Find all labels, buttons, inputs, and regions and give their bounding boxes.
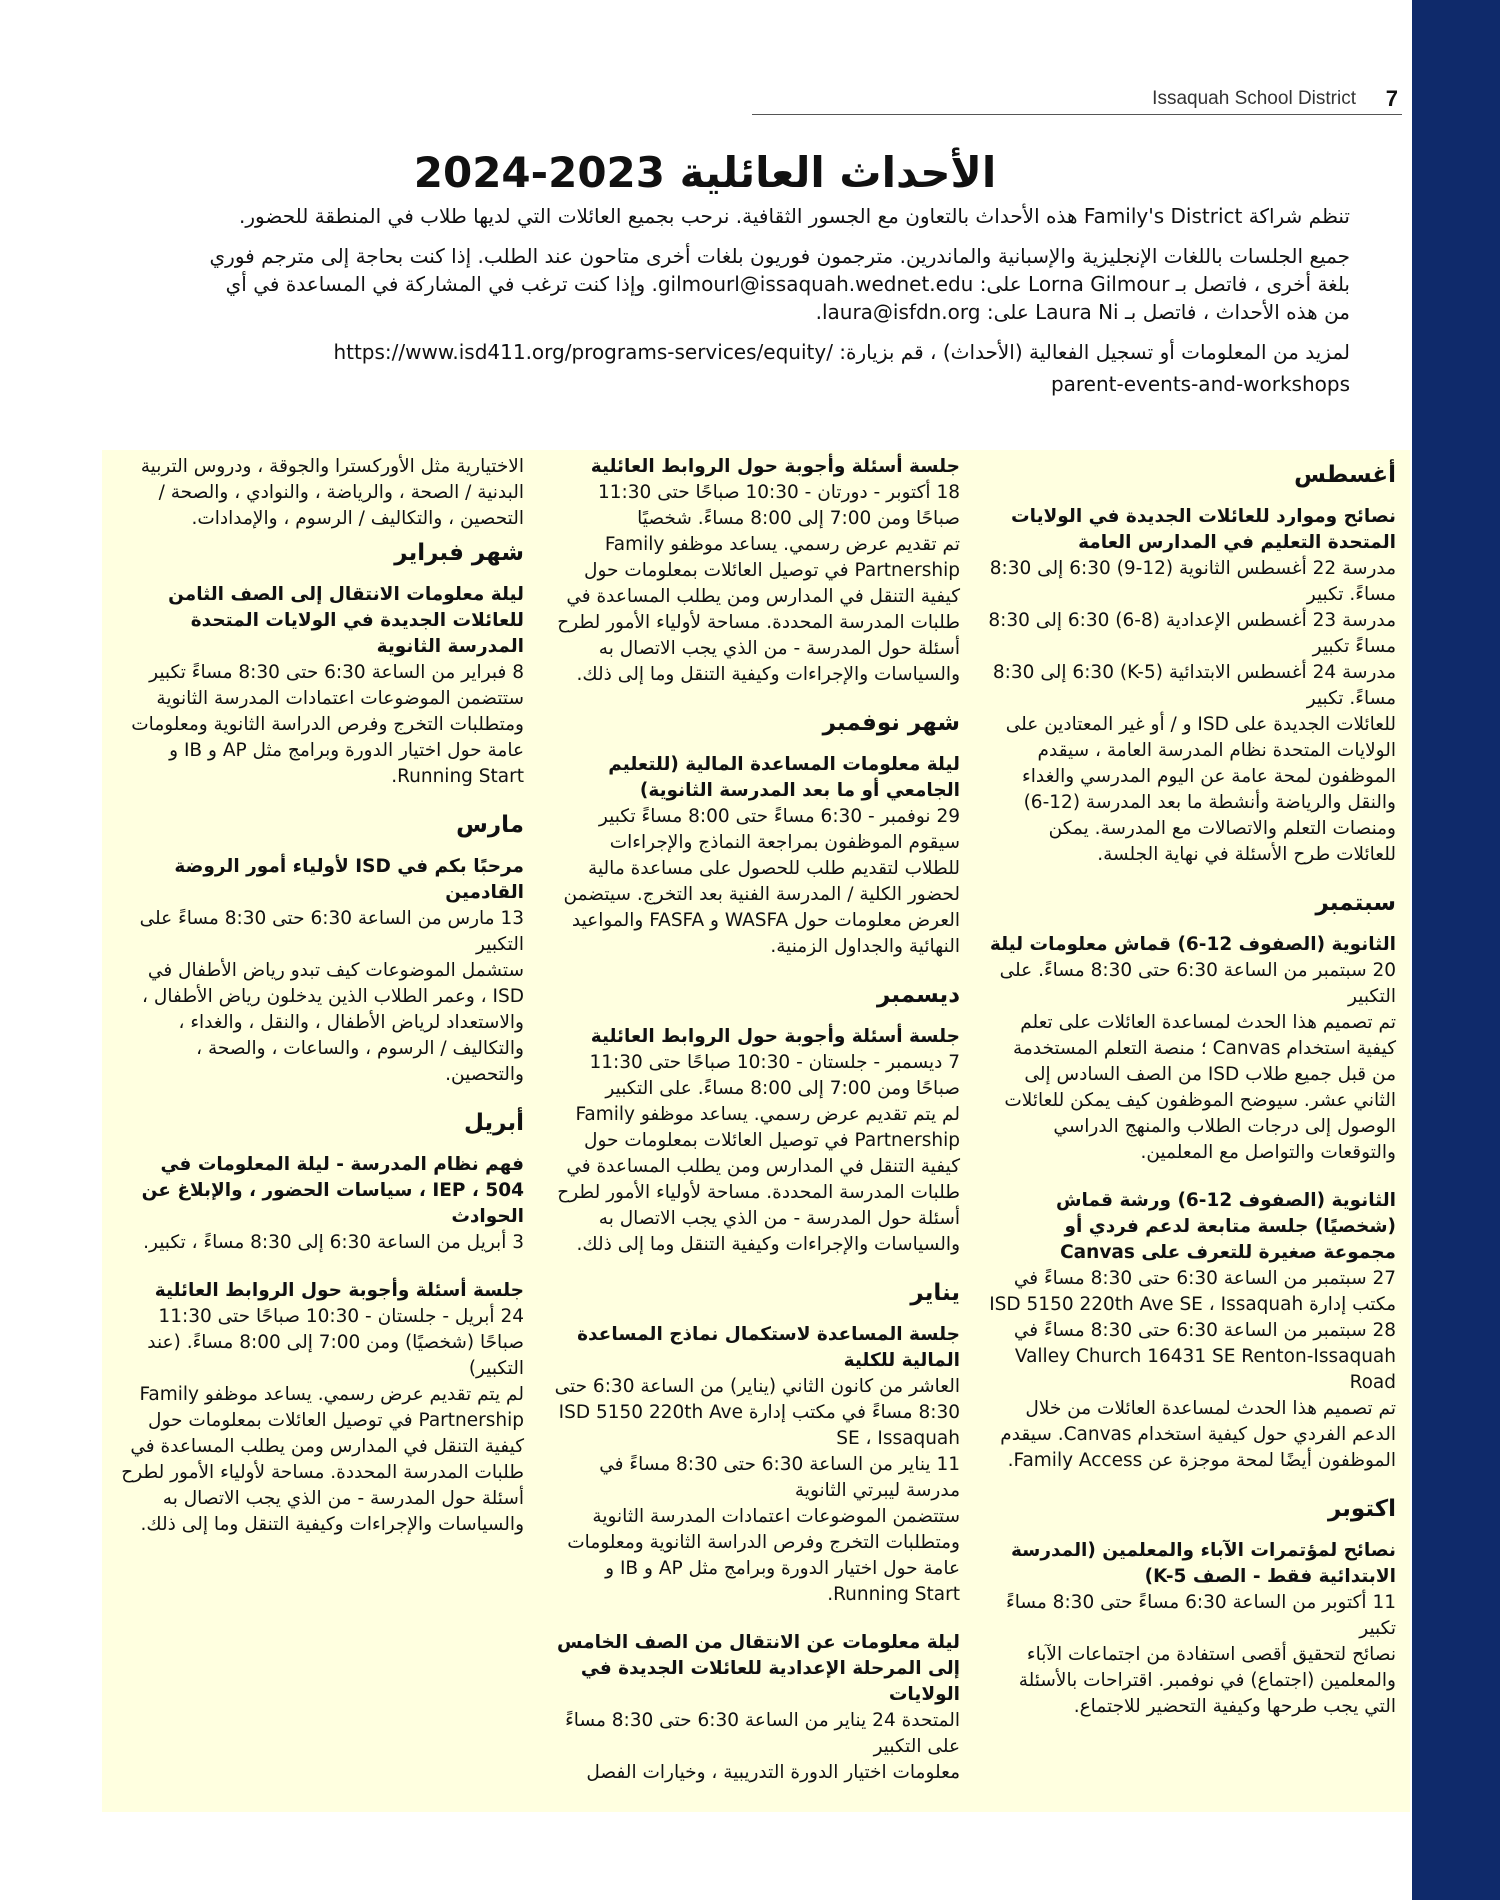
- event-title: جلسة أسئلة وأجوبة حول الروابط العائلية: [590, 456, 960, 477]
- month-heading-october: اكتوبر: [1327, 1496, 1396, 1522]
- event-title: جلسة أسئلة وأجوبة حول الروابط العائلية: [154, 1280, 524, 1301]
- month-heading-april: أبريل: [464, 1110, 524, 1136]
- event-body: 11 أكتوبر من الساعة 6:30 مساءً حتى 8:30 مساءً تكبير نصائح لتحقيق أقصى استفادة من اجتماعات الآباء والمعلمين (اجتماع) في نوفمبر. اقتراحات بالأسئلة التي يجب طرحها وكيفية التحضير للاجتماع.: [1006, 1592, 1396, 1717]
- event-body: 7 ديسمبر - جلستان - 10:30 صباحًا حتى 11:30 صباحًا ومن 7:00 إلى 8:00 مساءً. على التكبير لم يتم تقديم عرض رسمي. يساعد موظفو Family Partnership في توصيل العائلات بمعلومات حول كيفية التنقل في المدارس ومن يطلب المساعدة في طلبات المدرسة المحددة. مساحة لأولياء الأمور لطرح أسئلة حول المدرسة - من الذي يجب الاتصال به والسياسات والإجراءات وكيفية التنقل وما إلى ذلك.: [557, 1052, 960, 1255]
- side-accent-bar: [1412, 0, 1500, 1900]
- intro-section: [205, 202, 1350, 410]
- event-body: 3 أبريل من الساعة 6:30 إلى 8:30 مساءً ، تكبير.: [143, 1232, 524, 1253]
- event-item: [116, 854, 524, 1088]
- event-title: فهم نظام المدرسة - ليلة المعلومات في 504 ، IEP ، سياسات الحضور ، والإبلاغ عن الحوادث: [141, 1154, 524, 1227]
- intro-paragraph: لمزيد من المعلومات أو تسجيل الفعالية (الأحداث) ، قم بزيارة: /https://www.isd411.org/programs-services/equity: [333, 340, 1350, 364]
- month-heading-march: مارس: [456, 812, 524, 838]
- event-item: [988, 504, 1396, 868]
- intro-url-tail: parent-events-and-workshops: [1050, 372, 1350, 396]
- event-item: [988, 1538, 1396, 1720]
- event-continuation: الاختيارية مثل الأوركسترا والجوقة ، ودروس التربية البدنية / الصحة ، والرياضة ، والنوادي ، والصحة / التحصين ، والتكاليف / الرسوم ، والإمدادات.: [140, 456, 524, 529]
- event-item: [116, 582, 524, 790]
- event-item: [988, 1188, 1396, 1474]
- month-heading-august: أغسطس: [1294, 462, 1396, 488]
- page-title: الأحداث العائلية 2023-2024: [413, 148, 997, 197]
- intro-paragraph: جميع الجلسات باللغات الإنجليزية والإسبانية والماندرين. مترجمون فوريون بلغات أخرى متاحون عند الطلب. إذا كنت بحاجة إلى مترجم فوري بلغة أخرى ، فاتصل بـ Lorna Gilmour على: gilmourl@issaquah.wednet.edu. وإذا كنت ترغب في المشاركة في المساعدة في أي من هذه الأحداث ، فاتصل بـ Laura Ni على: laura@isfdn.org.: [209, 244, 1350, 324]
- event-body: 29 نوفمبر - 6:30 مساءً حتى 8:00 مساءً تكبير سيقوم الموظفون بمراجعة النماذج والإجراءات للطلاب لتقديم طلب للحصول على مساعدة مالية لحضور الكلية / المدرسة الفنية بعد التخرج. سيتضمن العرض معلومات حول WASFA و FASFA والمواعيد النهائية والجداول الزمنية.: [563, 806, 960, 957]
- month-heading-february: شهر فبراير: [394, 540, 524, 566]
- page-number: 7: [1385, 86, 1398, 111]
- event-item: [552, 1630, 960, 1786]
- event-body: 8 فبراير من الساعة 6:30 حتى 8:30 مساءً تكبير ستتضمن الموضوعات اعتمادات المدرسة الثانوية ومتطلبات التخرج وفرص الدراسة الثانوية ومعلومات عامة حول اختيار الدورة وبرامج مثل AP و IB و Running Start.: [131, 662, 524, 787]
- page-header: [752, 84, 1402, 115]
- event-body: 24 أبريل - جلستان - 10:30 صباحًا حتى 11:30 صباحًا (شخصيًا) ومن 7:00 إلى 8:00 مساءً. (عند التكبير) لم يتم تقديم عرض رسمي. يساعد موظفو Family Partnership في توصيل العائلات بمعلومات حول كيفية التنقل في المدارس ومن يطلب المساعدة في طلبات المدرسة المحددة. مساحة لأولياء الأمور لطرح أسئلة حول المدرسة - من الذي يجب الاتصال به والسياسات والإجراءات وكيفية التنقل وما إلى ذلك.: [121, 1306, 524, 1535]
- month-heading-january: يناير: [910, 1280, 960, 1306]
- month-heading-november: شهر نوفمبر: [822, 710, 960, 736]
- district-name: Issaquah School District: [1152, 88, 1356, 109]
- event-title: ليلة معلومات عن الانتقال من الصف الخامس إلى المرحلة الإعدادية للعائلات الجديدة في الولايات: [557, 1632, 960, 1705]
- intro-paragraph: تنظم شراكة Family's District هذه الأحداث بالتعاون مع الجسور الثقافية. نرحب بجميع العائلات التي لديها طلاب في المنطقة للحضور.: [239, 204, 1350, 228]
- event-item: [552, 454, 960, 688]
- event-body: 27 سبتمبر من الساعة 6:30 حتى 8:30 مساءً في مكتب إدارة ISD 5150 220th Ave SE ، Issaquah 28 سبتمبر من الساعة 6:30 حتى 8:30 مساءً في Valley Church 16431 SE Renton-Issaquah Road تم تصميم هذا الحدث لمساعدة العائلات من خلال الدعم الفردي حول كيفية استخدام Canvas. سيقدم الموظفون أيضًا لمحة موجزة عن Family Access.: [989, 1268, 1396, 1471]
- event-title: جلسة المساعدة لاستكمال نماذج المساعدة المالية للكلية: [577, 1324, 960, 1371]
- event-title: الثانوية (الصفوف 12-6) ورشة قماش (شخصيًا) جلسة متابعة لدعم فردي أو مجموعة صغيرة للتعرف على Canvas: [1056, 1190, 1396, 1263]
- events-column-left: [102, 450, 538, 1812]
- event-title: مرحبًا بكم في ISD لأولياء أمور الروضة القادمين: [174, 856, 524, 903]
- event-title: ليلة معلومات المساعدة المالية (للتعليم الجامعي أو ما بعد المدرسة الثانوية): [608, 754, 960, 801]
- month-heading-december: ديسمبر: [877, 982, 960, 1008]
- event-item: [552, 1322, 960, 1608]
- event-title: ليلة معلومات الانتقال إلى الصف الثامن للعائلات الجديدة في الولايات المتحدة المدرسة الثانوية: [168, 584, 524, 657]
- events-panel: [102, 450, 1410, 1812]
- event-item: [552, 752, 960, 960]
- event-title: نصائح وموارد للعائلات الجديدة في الولايات المتحدة التعليم في المدارس العامة: [1011, 506, 1396, 553]
- event-title: الثانوية (الصفوف 12-6) قماش معلومات ليلة: [989, 934, 1396, 955]
- events-column-middle: [538, 450, 974, 1812]
- month-heading-september: سبتمبر: [1315, 890, 1396, 916]
- event-item: [116, 1152, 524, 1256]
- event-body: المتحدة 24 يناير من الساعة 6:30 حتى 8:30 مساءً على التكبير معلومات اختيار الدورة التدريبية ، وخيارات الفصل: [565, 1710, 960, 1783]
- event-item: [988, 932, 1396, 1166]
- event-item: [116, 1278, 524, 1538]
- event-title: جلسة أسئلة وأجوبة حول الروابط العائلية: [590, 1026, 960, 1047]
- event-body: العاشر من كانون الثاني (يناير) من الساعة 6:30 حتى 8:30 مساءً في مكتب إدارة ISD 5150 220th Ave SE ، Issaquah 11 يناير من الساعة 6:30 حتى 8:30 مساءً في مدرسة ليبرتي الثانوية ستتضمن الموضوعات اعتمادات المدرسة الثانوية ومتطلبات التخرج وفرص الدراسة الثانوية ومعلومات عامة حول اختيار الدورة وبرامج مثل AP و IB و Running Start.: [554, 1376, 960, 1605]
- event-item: [552, 1024, 960, 1258]
- events-column-right: [974, 450, 1410, 1812]
- event-body: 20 سبتمبر من الساعة 6:30 حتى 8:30 مساءً. على التكبير تم تصميم هذا الحدث لمساعدة العائلات على تعلم كيفية استخدام Canvas ؛ منصة التعلم المستخدمة من قبل جميع طلاب ISD من الصف السادس إلى الثاني عشر. سيوضح الموظفون كيف يمكن للعائلات الوصول إلى درجات الطلاب والمنهج الدراسي والتوقعات والتواصل مع المعلمين.: [999, 960, 1396, 1163]
- event-body: 13 مارس من الساعة 6:30 حتى 8:30 مساءً على التكبير ستشمل الموضوعات كيف تبدو رياض الأطفال في ISD ، وعمر الطلاب الذين يدخلون رياض الأطفال ، والاستعداد لرياض الأطفال ، والنقل ، والغداء ، والتكاليف / الرسوم ، والساعات ، والصحة ، والتحصين.: [139, 908, 524, 1085]
- event-body: مدرسة 22 أغسطس الثانوية (12-9) 6:30 إلى 8:30 مساءً. تكبير مدرسة 23 أغسطس الإعدادية (8-6) 6:30 إلى 8:30 مساءً تكبير مدرسة 24 أغسطس الابتدائية (K-5) 6:30 إلى 8:30 مساءً. تكبير للعائلات الجديدة على ISD و / أو غير المعتادين على الولايات المتحدة نظام المدرسة العامة ، سيقدم الموظفون لمحة عامة عن اليوم المدرسي والغداء والنقل والرياضة وأنشطة ما بعد المدرسة (12-6) ومنصات التعلم والاتصالات مع المدرسة. يمكن للعائلات طرح الأسئلة في نهاية الجلسة.: [988, 558, 1396, 865]
- event-title: نصائح لمؤتمرات الآباء والمعلمين (المدرسة الابتدائية فقط - الصف K-5): [1010, 1540, 1396, 1587]
- event-body: 18 أكتوبر - دورتان - 10:30 صباحًا حتى 11:30 صباحًا ومن 7:00 إلى 8:00 مساءً. شخصيًا تم تقديم عرض رسمي. يساعد موظفو Family Partnership في توصيل العائلات بمعلومات حول كيفية التنقل في المدارس ومن يطلب المساعدة في طلبات المدرسة المحددة. مساحة لأولياء الأمور لطرح أسئلة حول المدرسة - من الذي يجب الاتصال به والسياسات والإجراءات وكيفية التنقل وما إلى ذلك.: [557, 482, 960, 685]
